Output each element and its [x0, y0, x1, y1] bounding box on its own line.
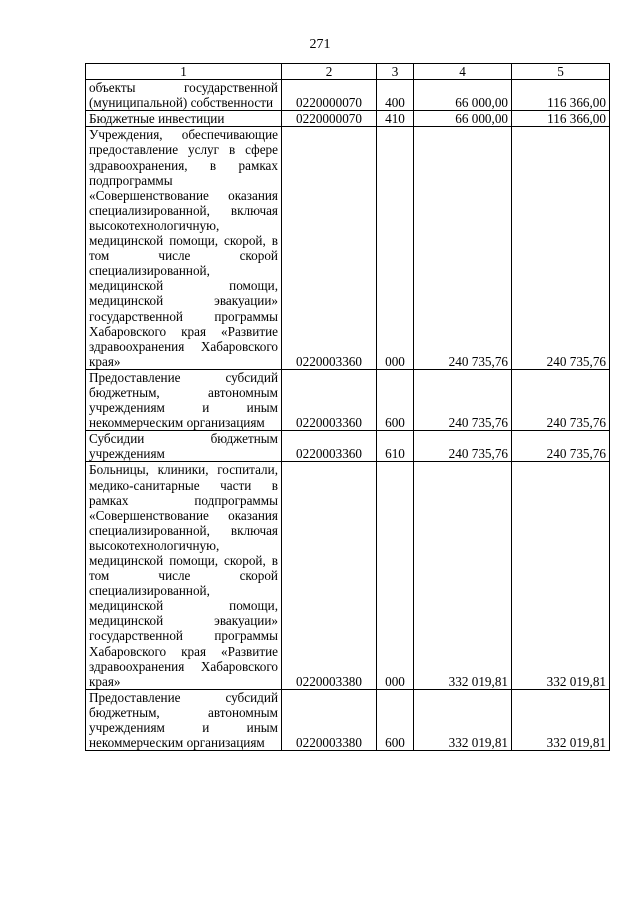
row-name-cell: Бюджетные инвестиции	[86, 111, 282, 127]
table-row	[86, 431, 610, 462]
amount-cell-col4: 240 735,76	[414, 431, 512, 462]
page-number: 271	[309, 37, 331, 52]
row-name-cell: Субсидии бюджетным учреждениям	[86, 431, 282, 462]
amount-cell-col5: 240 735,76	[512, 369, 610, 430]
table-row	[86, 689, 610, 750]
amount-cell-col5: 332 019,81	[512, 462, 610, 689]
row-name-cell: Предоставление субсидий бюджетным, автономным учреждениям и иным некоммерческим организациям	[86, 689, 282, 750]
table-row	[86, 369, 610, 430]
amount-cell-col4: 66 000,00	[414, 80, 512, 111]
target-article-code-cell: 0220003380	[282, 462, 377, 689]
budget-table	[85, 63, 610, 751]
amount-cell-col4: 332 019,81	[414, 689, 512, 750]
expense-type-cell: 000	[377, 462, 414, 689]
row-name-cell: объекты государственной (муниципальной) собственности	[86, 80, 282, 111]
table-row	[86, 111, 610, 127]
expense-type-cell: 410	[377, 111, 414, 127]
expense-type-cell: 610	[377, 431, 414, 462]
table-row	[86, 80, 610, 111]
target-article-code-cell: 0220003360	[282, 431, 377, 462]
amount-cell-col4: 240 735,76	[414, 369, 512, 430]
amount-cell-col5: 116 366,00	[512, 80, 610, 111]
target-article-code-cell: 0220000070	[282, 111, 377, 127]
expense-type-cell: 000	[377, 127, 414, 370]
amount-cell-col4: 66 000,00	[414, 111, 512, 127]
row-name-cell: Предоставление субсидий бюджетным, автономным учреждениям и иным некоммерческим организациям	[86, 369, 282, 430]
column-header-5: 5	[512, 64, 610, 80]
amount-cell-col5: 116 366,00	[512, 111, 610, 127]
target-article-code-cell: 0220003360	[282, 369, 377, 430]
column-header-1: 1	[86, 64, 282, 80]
amount-cell-col4: 332 019,81	[414, 462, 512, 689]
table-header-row	[86, 64, 610, 80]
column-header-3: 3	[377, 64, 414, 80]
amount-cell-col5: 240 735,76	[512, 431, 610, 462]
row-name-cell: Учреждения, обеспечивающие предоставление услуг в сфере здравоохранения, в рамках подпрограммы «Совершенствование оказания специализированной, включая высокотехнологичную, медицинской помощи, скорой, в том числе скорой специализированной, медицинской помощи, медицинской эвакуации» государственной программы Хабаровского края «Развитие здравоохранения Хабаровского края»	[86, 127, 282, 370]
table-row	[86, 127, 610, 370]
column-header-4: 4	[414, 64, 512, 80]
amount-cell-col4: 240 735,76	[414, 127, 512, 370]
expense-type-cell: 600	[377, 369, 414, 430]
column-header-2: 2	[282, 64, 377, 80]
target-article-code-cell: 0220003360	[282, 127, 377, 370]
row-name-cell: Больницы, клиники, госпитали, медико-санитарные части в рамках подпрограммы «Совершенствование оказания специализированной, включая высокотехнологичную, медицинской помощи, скорой, в том числе скорой специализированной, медицинской помощи, медицинской эвакуации» государственной программы Хабаровского края «Развитие здравоохранения Хабаровского края»	[86, 462, 282, 689]
amount-cell-col5: 332 019,81	[512, 689, 610, 750]
target-article-code-cell: 0220000070	[282, 80, 377, 111]
table-row	[86, 462, 610, 689]
target-article-code-cell: 0220003380	[282, 689, 377, 750]
expense-type-cell: 400	[377, 80, 414, 111]
amount-cell-col5: 240 735,76	[512, 127, 610, 370]
expense-type-cell: 600	[377, 689, 414, 750]
